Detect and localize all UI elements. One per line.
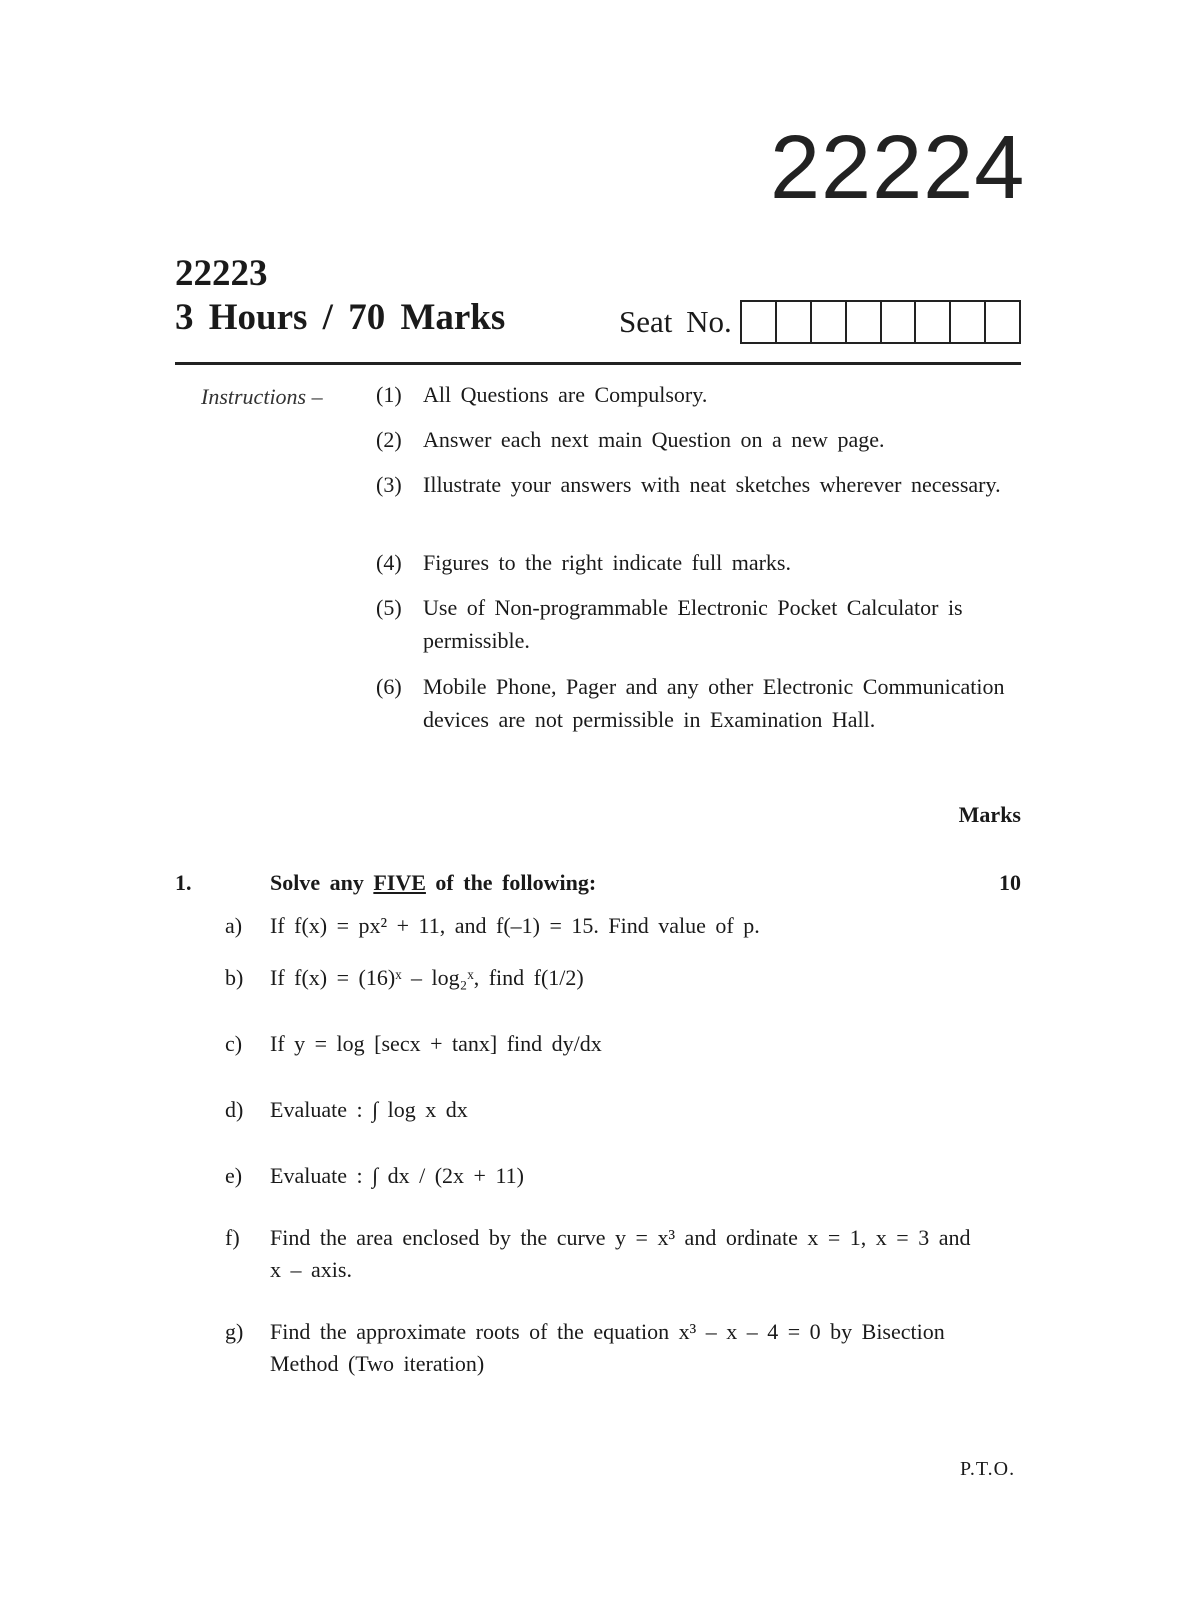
seat-box <box>812 302 847 342</box>
question-title-emphasis: FIVE <box>373 870 426 895</box>
part-text: Find the area enclosed by the curve y = x³ and ordinate x = 1, x = 3 and x – axis. <box>270 1225 971 1282</box>
instruction-text: Use of Non-programmable Electronic Pocket Calculator is permissible. <box>423 595 963 653</box>
seat-number-label: Seat No. <box>619 304 732 339</box>
part-label: e) <box>225 1163 243 1188</box>
instruction-text: Figures to the right indicate full marks. <box>423 550 791 575</box>
question-title-pre: Solve any <box>270 870 364 895</box>
instructions-label: Instructions – <box>201 384 323 409</box>
duration-marks: 3 Hours / 70 Marks <box>175 297 506 338</box>
instruction-text: Illustrate your answers with neat sketches wherever necessary. <box>423 472 1001 497</box>
instruction-item <box>376 423 1016 456</box>
instruction-number: (2) <box>376 427 402 452</box>
instruction-number: (4) <box>376 550 402 575</box>
part-text: If f(x) = (16)ˣ – log₂ˣ, find f(1/2) <box>270 965 584 990</box>
seat-box <box>847 302 882 342</box>
instruction-number: (1) <box>376 382 402 407</box>
header-divider <box>175 362 1021 365</box>
instruction-item <box>376 670 1016 736</box>
question-part-c <box>225 1028 985 1060</box>
marks-column-heading: Marks <box>958 802 1021 827</box>
part-label: f) <box>225 1225 240 1250</box>
instruction-number: (6) <box>376 674 402 699</box>
instruction-item <box>376 378 1016 411</box>
part-label: b) <box>225 965 244 990</box>
instruction-number: (5) <box>376 595 402 620</box>
part-text: Evaluate : ∫ dx / (2x + 11) <box>270 1163 524 1188</box>
part-label: c) <box>225 1031 243 1056</box>
part-label: d) <box>225 1097 244 1122</box>
question-part-b <box>225 962 985 994</box>
part-text: Evaluate : ∫ log x dx <box>270 1097 468 1122</box>
instruction-text: Answer each next main Question on a new page. <box>423 427 885 452</box>
instruction-text: Mobile Phone, Pager and any other Electronic Communication devices are not permissible in Examination Hall. <box>423 674 1005 732</box>
part-label: g) <box>225 1319 244 1344</box>
question-number: 1. <box>175 870 192 895</box>
part-text: If f(x) = px² + 11, and f(–1) = 15. Find value of p. <box>270 913 760 938</box>
page-turn-note: P.T.O. <box>960 1458 1016 1480</box>
instruction-item <box>376 591 1016 657</box>
part-label: a) <box>225 913 243 938</box>
question-marks: 10 <box>999 870 1021 895</box>
instruction-text: All Questions are Compulsory. <box>423 382 708 407</box>
seat-box <box>742 302 777 342</box>
question-title <box>270 868 596 898</box>
question-part-f <box>225 1222 985 1286</box>
instruction-item <box>376 468 1016 501</box>
question-part-g <box>225 1316 985 1380</box>
seat-number-boxes <box>740 300 1021 344</box>
question-part-d <box>225 1094 985 1126</box>
paper-code: 22223 <box>175 253 268 294</box>
seat-box <box>986 302 1019 342</box>
seat-box <box>951 302 986 342</box>
question-part-e <box>225 1160 985 1192</box>
seat-box <box>916 302 951 342</box>
instruction-item <box>376 546 1016 579</box>
question-part-a <box>225 910 985 942</box>
question-title-post: of the following: <box>435 870 597 895</box>
seat-box <box>777 302 812 342</box>
part-text: If y = log [secx + tanx] find dy/dx <box>270 1031 602 1056</box>
seat-box <box>882 302 917 342</box>
part-text: Find the approximate roots of the equation x³ – x – 4 = 0 by Bisection Method (Two iteration) <box>270 1319 945 1376</box>
instruction-number: (3) <box>376 472 402 497</box>
form-number: 22224 <box>770 118 1026 218</box>
